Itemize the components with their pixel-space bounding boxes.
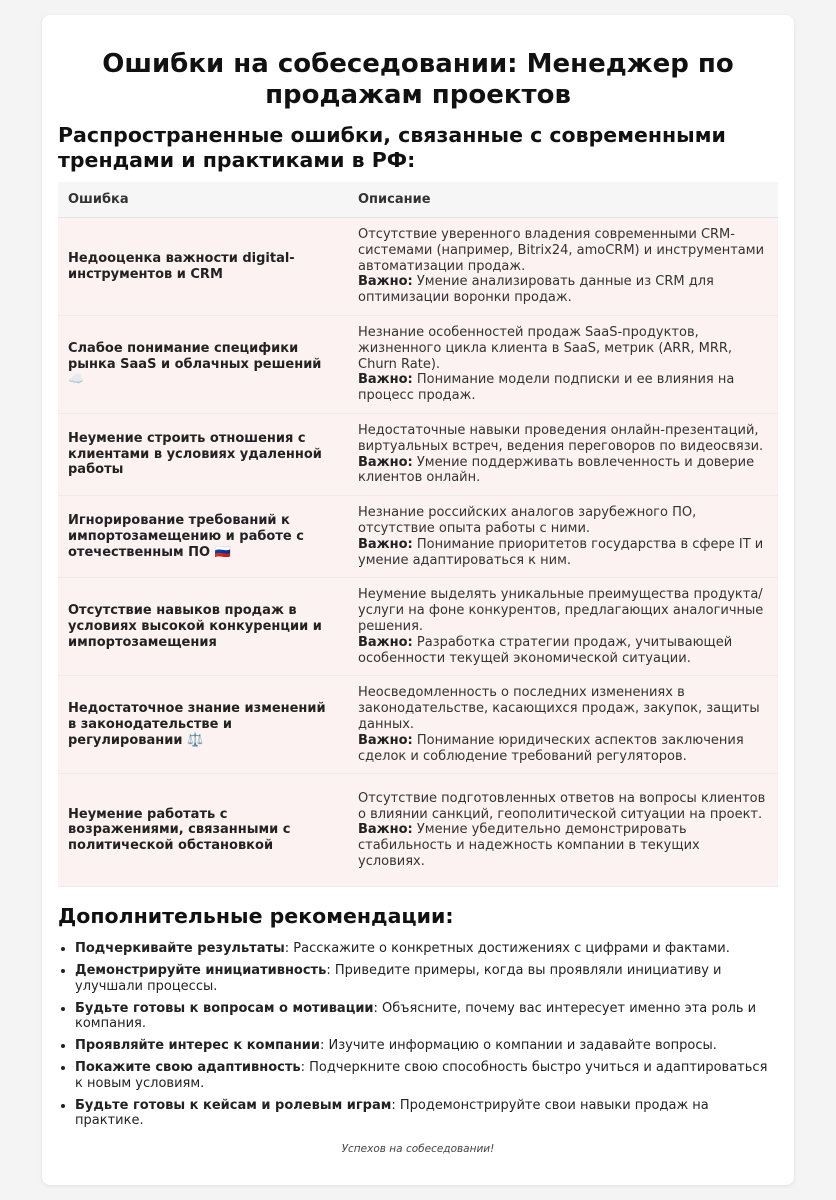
table-row (58, 316, 778, 414)
table-row (58, 218, 778, 316)
error-cell: Неумение работать с возражениями, связанными с политической обстановкой (58, 774, 348, 887)
error-cell: Недостаточное знание изменений в законодательстве и регулировании ⚖️ (58, 676, 348, 774)
recommendation-text: : Приведите примеры, когда вы проявляли инициативу и улучшали процессы. (75, 963, 722, 994)
column-header-description: Описание (348, 182, 778, 218)
description-cell (348, 496, 778, 578)
important-label: Важно: (358, 274, 413, 290)
recommendation-bold: Будьте готовы к вопросам о мотивации (75, 1000, 374, 1016)
important-text: Умение анализировать данные из CRM для оптимизации воронки продаж. (358, 274, 714, 306)
mistakes-table (58, 182, 778, 887)
recommendation-text: : Расскажите о конкретных достижениях с цифрами и фактами. (284, 941, 730, 957)
error-cell: Неумение строить отношения с клиентами в условиях удаленной работы (58, 414, 348, 496)
important-label: Важно: (358, 454, 413, 470)
list-item (75, 1001, 778, 1032)
column-header-error: Ошибка (58, 182, 348, 218)
description-text: Недостаточные навыки проведения онлайн-презентаций, виртуальных встреч, ведения переговоров по видеосвязи. (358, 423, 764, 454)
document-card (42, 15, 794, 1185)
table-row (58, 414, 778, 496)
list-item (75, 1098, 778, 1129)
recommendation-text: : Продемонстрируйте свои навыки продаж на практике. (75, 1097, 709, 1129)
important-label: Важно: (358, 536, 413, 552)
important-text: Умение убедительно демонстрировать стабильность и надежность компании в текущих условиях. (358, 822, 700, 870)
important-text: Понимание приоритетов государства в сфере IT и умение адаптироваться к ним. (358, 536, 764, 568)
recommendation-bold: Покажите свою адаптивность (75, 1060, 301, 1076)
description-cell (348, 218, 778, 316)
recommendation-bold: Демонстрируйте инициативность (75, 963, 327, 979)
error-cell: Недооценка важности digital-инструментов и CRM (58, 218, 348, 316)
recommendations-list (58, 941, 778, 1129)
description-text: Незнание российских аналогов зарубежного ПО, отсутствие опыта работы с ними. (358, 505, 697, 536)
recommendation-bold: Будьте готовы к кейсам и ролевым играм (75, 1097, 392, 1113)
description-cell (348, 414, 778, 496)
important-text: Понимание модели подписки и ее влияния на процесс продаж. (358, 372, 735, 404)
recommendation-text: : Изучите информацию о компании и задавайте вопросы. (320, 1038, 717, 1054)
important-label: Важно: (358, 732, 413, 748)
important-text: Разработка стратегии продаж, учитывающей особенности текущей экономической ситуации. (358, 634, 733, 666)
list-item (75, 1038, 778, 1054)
footer-note: Успехов на собеседовании! (341, 1142, 495, 1155)
list-item (75, 941, 778, 957)
error-cell: Отсутствие навыков продаж в условиях высокой конкуренции и импортозамещения (58, 578, 348, 676)
description-cell (348, 774, 778, 887)
table-row (58, 676, 778, 774)
section-title-recommendations: Дополнительные рекомендации: (58, 904, 454, 929)
list-item (75, 1060, 778, 1091)
recommendation-text: : Объясните, почему вас интересует именно эта роль и компания. (75, 1000, 757, 1032)
description-text: Незнание особенностей продаж SaaS-продуктов, жизненного цикла клиента в SaaS, метрик (ARR, MRR, Churn Rate). (358, 325, 733, 372)
error-cell: Игнорирование требований к импортозамещению и работе с отечественным ПО 🇷🇺 (58, 496, 348, 578)
error-cell: Слабое понимание специфики рынка SaaS и облачных решений ☁️ (58, 316, 348, 414)
recommendation-bold: Проявляйте интерес к компании (75, 1038, 321, 1054)
description-cell (348, 316, 778, 414)
important-text: Понимание юридических аспектов заключения сделок и соблюдение требований регуляторов. (358, 732, 744, 764)
description-cell (348, 676, 778, 774)
list-item (75, 963, 778, 994)
important-text: Умение поддерживать вовлеченность и доверие клиентов онлайн. (358, 454, 755, 486)
description-cell (348, 578, 778, 676)
table-row (58, 578, 778, 676)
description-text: Отсутствие подготовленных ответов на вопросы клиентов о влиянии санкций, геополитической ситуации на проект. (358, 790, 766, 822)
section-title-mistakes: Распространенные ошибки, связанные с современными трендами и практиками в РФ: (58, 123, 726, 172)
table-header-row (58, 182, 778, 218)
recommendation-bold: Подчеркивайте результаты (75, 941, 285, 957)
important-label: Важно: (358, 634, 413, 650)
description-text: Неосведомленность о последних изменениях в законодательстве, касающихся продаж, закупок, защиты данных. (358, 685, 760, 732)
important-label: Важно: (358, 372, 413, 388)
table-row (58, 496, 778, 578)
recommendation-text: : Подчеркните свою способность быстро учиться и адаптироваться к новым условиям. (75, 1060, 768, 1091)
table-row (58, 774, 778, 887)
important-label: Важно: (358, 822, 413, 838)
page-title: Ошибки на собеседовании: Менеджер по продажам проектов (102, 49, 734, 110)
description-text: Неумение выделять уникальные преимущества продукта/услуги на фоне конкурентов, предлагающих аналогичные решения. (358, 587, 764, 634)
description-text: Отсутствие уверенного владения современными CRM-системами (например, Bitrix24, amoCRM) и инструментами автоматизации продаж. (358, 227, 765, 274)
